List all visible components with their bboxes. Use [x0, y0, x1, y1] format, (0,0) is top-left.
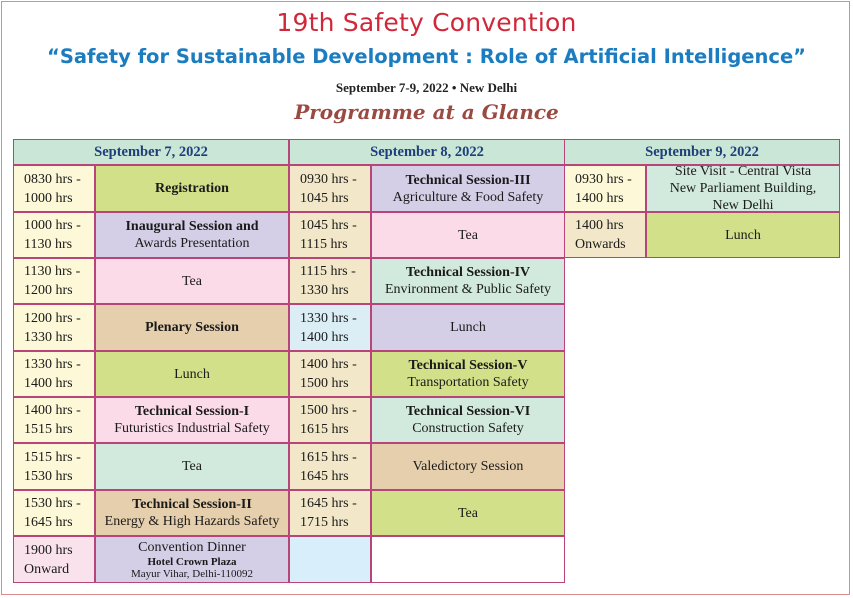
programme-heading: Programme at a Glance [294, 100, 559, 124]
time-start: 1645 hrs - [300, 496, 357, 511]
day2-activity-cell [371, 397, 565, 443]
activity-detail-2: Mayur Vihar, Delhi-110092 [130, 568, 253, 580]
day1-activity-cell [95, 536, 289, 583]
activity-title: Technical Session-I [134, 404, 250, 419]
day1-time-cell [13, 397, 95, 443]
day1-time-cell [13, 304, 95, 351]
time-end: 1000 hrs [24, 190, 73, 206]
time-start: 1115 hrs - [300, 264, 356, 279]
time-end: 1645 hrs [24, 515, 73, 530]
time-start: 1400 hrs [575, 218, 624, 233]
day1-heading: September 7, 2022 [94, 143, 208, 160]
activity-title: Technical Session-V [408, 358, 528, 373]
time-end: 1530 hrs [24, 468, 73, 484]
day2-time-cell [289, 397, 371, 443]
activity-detail: Hotel Crown Plaza [147, 556, 237, 568]
day2-time-cell [289, 212, 371, 258]
day1-activity-cell [95, 490, 289, 536]
time-start: 1615 hrs - [300, 449, 357, 465]
day2-time-cell [289, 258, 371, 304]
time-start: 1400 hrs - [300, 357, 357, 372]
day2-time-cell [289, 304, 371, 351]
time-end: 1330 hrs [24, 329, 73, 345]
activity-title: Convention Dinner [138, 540, 246, 555]
activity-title: Technical Session-IV [405, 265, 531, 280]
day3-heading: September 9, 2022 [645, 143, 759, 160]
activity-title: Tea [457, 227, 478, 243]
day3-time-cell [564, 212, 646, 258]
day2-activity-cell [371, 304, 565, 351]
activity-title: Technical Session-III [405, 172, 531, 188]
activity-title: Inaugural Session and [125, 219, 259, 234]
time-start: 0830 hrs - [24, 171, 81, 187]
time-end: Onward [24, 561, 70, 577]
time-end: 1400 hrs [300, 329, 349, 345]
activity-title: Plenary Session [145, 320, 239, 335]
day2-activity-cell [371, 165, 565, 212]
day1-activity-cell [95, 351, 289, 397]
time-start: 0930 hrs - [300, 171, 357, 187]
time-end: 1500 hrs [300, 376, 349, 391]
day2-empty-time-cell [289, 536, 371, 583]
event-dateline: September 7-9, 2022 • New Delhi [335, 80, 518, 95]
activity-title: Site Visit - Central Vista [674, 165, 812, 179]
day2-activity-cell [371, 258, 565, 304]
day1-activity-cell [95, 165, 289, 212]
day1-time-cell [13, 443, 95, 490]
time-end: 1400 hrs [575, 190, 624, 206]
activity-detail: Environment & Public Safety [384, 282, 552, 297]
activity-title: Technical Session-II [132, 497, 252, 512]
time-start: 1500 hrs - [300, 403, 357, 418]
day1-time-cell [13, 212, 95, 258]
time-end: 1115 hrs [300, 237, 348, 252]
activity-title: Registration [155, 181, 229, 196]
time-start: 1330 hrs - [300, 310, 357, 326]
time-end: 1200 hrs [24, 283, 73, 298]
activity-title: Tea [181, 273, 202, 289]
activity-detail: New Parliament Building, [669, 181, 817, 196]
activity-title: Lunch [174, 366, 210, 382]
day2-time-cell [289, 443, 371, 490]
activity-title: Tea [457, 505, 478, 521]
time-end: 1045 hrs [300, 190, 349, 206]
time-end: 1330 hrs [300, 283, 349, 298]
time-start: 1200 hrs - [24, 310, 81, 326]
day1-activity-cell [95, 212, 289, 258]
time-start: 1900 hrs [24, 542, 73, 558]
day2-heading: September 8, 2022 [370, 143, 484, 160]
time-start: 1130 hrs - [24, 264, 81, 279]
day1-time-cell [13, 351, 95, 397]
day1-time-cell [13, 165, 95, 212]
activity-detail: Agriculture & Food Safety [392, 189, 544, 205]
day1-header [13, 139, 289, 165]
time-start: 1530 hrs - [24, 496, 81, 511]
day2-time-cell [289, 165, 371, 212]
activity-title: Technical Session-VI [405, 404, 531, 419]
day3-header [564, 139, 840, 165]
time-start: 1330 hrs - [24, 357, 81, 372]
time-start: 1045 hrs - [300, 218, 357, 233]
time-start: 1515 hrs - [24, 449, 81, 465]
activity-detail: Transportation Safety [407, 375, 529, 390]
time-end: 1715 hrs [300, 515, 349, 530]
day3-activity-cell [646, 165, 840, 212]
time-end: 1400 hrs [24, 376, 73, 391]
time-start: 1400 hrs - [24, 403, 81, 418]
time-end: 1645 hrs [300, 468, 349, 484]
activity-title: Lunch [725, 227, 761, 243]
day1-activity-cell [95, 443, 289, 490]
time-start: 1000 hrs - [24, 218, 81, 233]
day2-time-cell [289, 490, 371, 536]
activity-detail: Awards Presentation [134, 236, 250, 251]
day2-activity-cell [371, 490, 565, 536]
day1-activity-cell [95, 258, 289, 304]
day2-activity-cell [371, 212, 565, 258]
page-title: 19th Safety Convention [276, 8, 577, 37]
activity-title: Valedictory Session [412, 459, 524, 474]
time-start: 0930 hrs - [575, 171, 632, 187]
time-end: Onwards [575, 237, 626, 252]
day2-empty-activity-cell [371, 536, 565, 583]
activity-detail: Futuristics Industrial Safety [114, 421, 270, 436]
day3-activity-cell [646, 212, 840, 258]
activity-detail: Energy & High Hazards Safety [104, 514, 280, 529]
time-end: 1615 hrs [300, 422, 349, 437]
activity-detail-2: New Delhi [712, 198, 774, 212]
activity-detail: Construction Safety [412, 421, 524, 436]
day1-time-cell [13, 536, 95, 583]
day2-time-cell [289, 351, 371, 397]
day2-header [289, 139, 565, 165]
day3-time-cell [564, 165, 646, 212]
day2-activity-cell [371, 351, 565, 397]
day1-time-cell [13, 490, 95, 536]
day1-activity-cell [95, 397, 289, 443]
activity-title: Tea [181, 459, 202, 474]
time-end: 1515 hrs [24, 422, 73, 437]
time-end: 1130 hrs [24, 237, 73, 252]
page-subtitle: “Safety for Sustainable Development : Role of Artificial Intelligence” [47, 45, 806, 68]
day2-activity-cell [371, 443, 565, 490]
activity-title: Lunch [450, 320, 486, 335]
day1-activity-cell [95, 304, 289, 351]
day1-time-cell [13, 258, 95, 304]
